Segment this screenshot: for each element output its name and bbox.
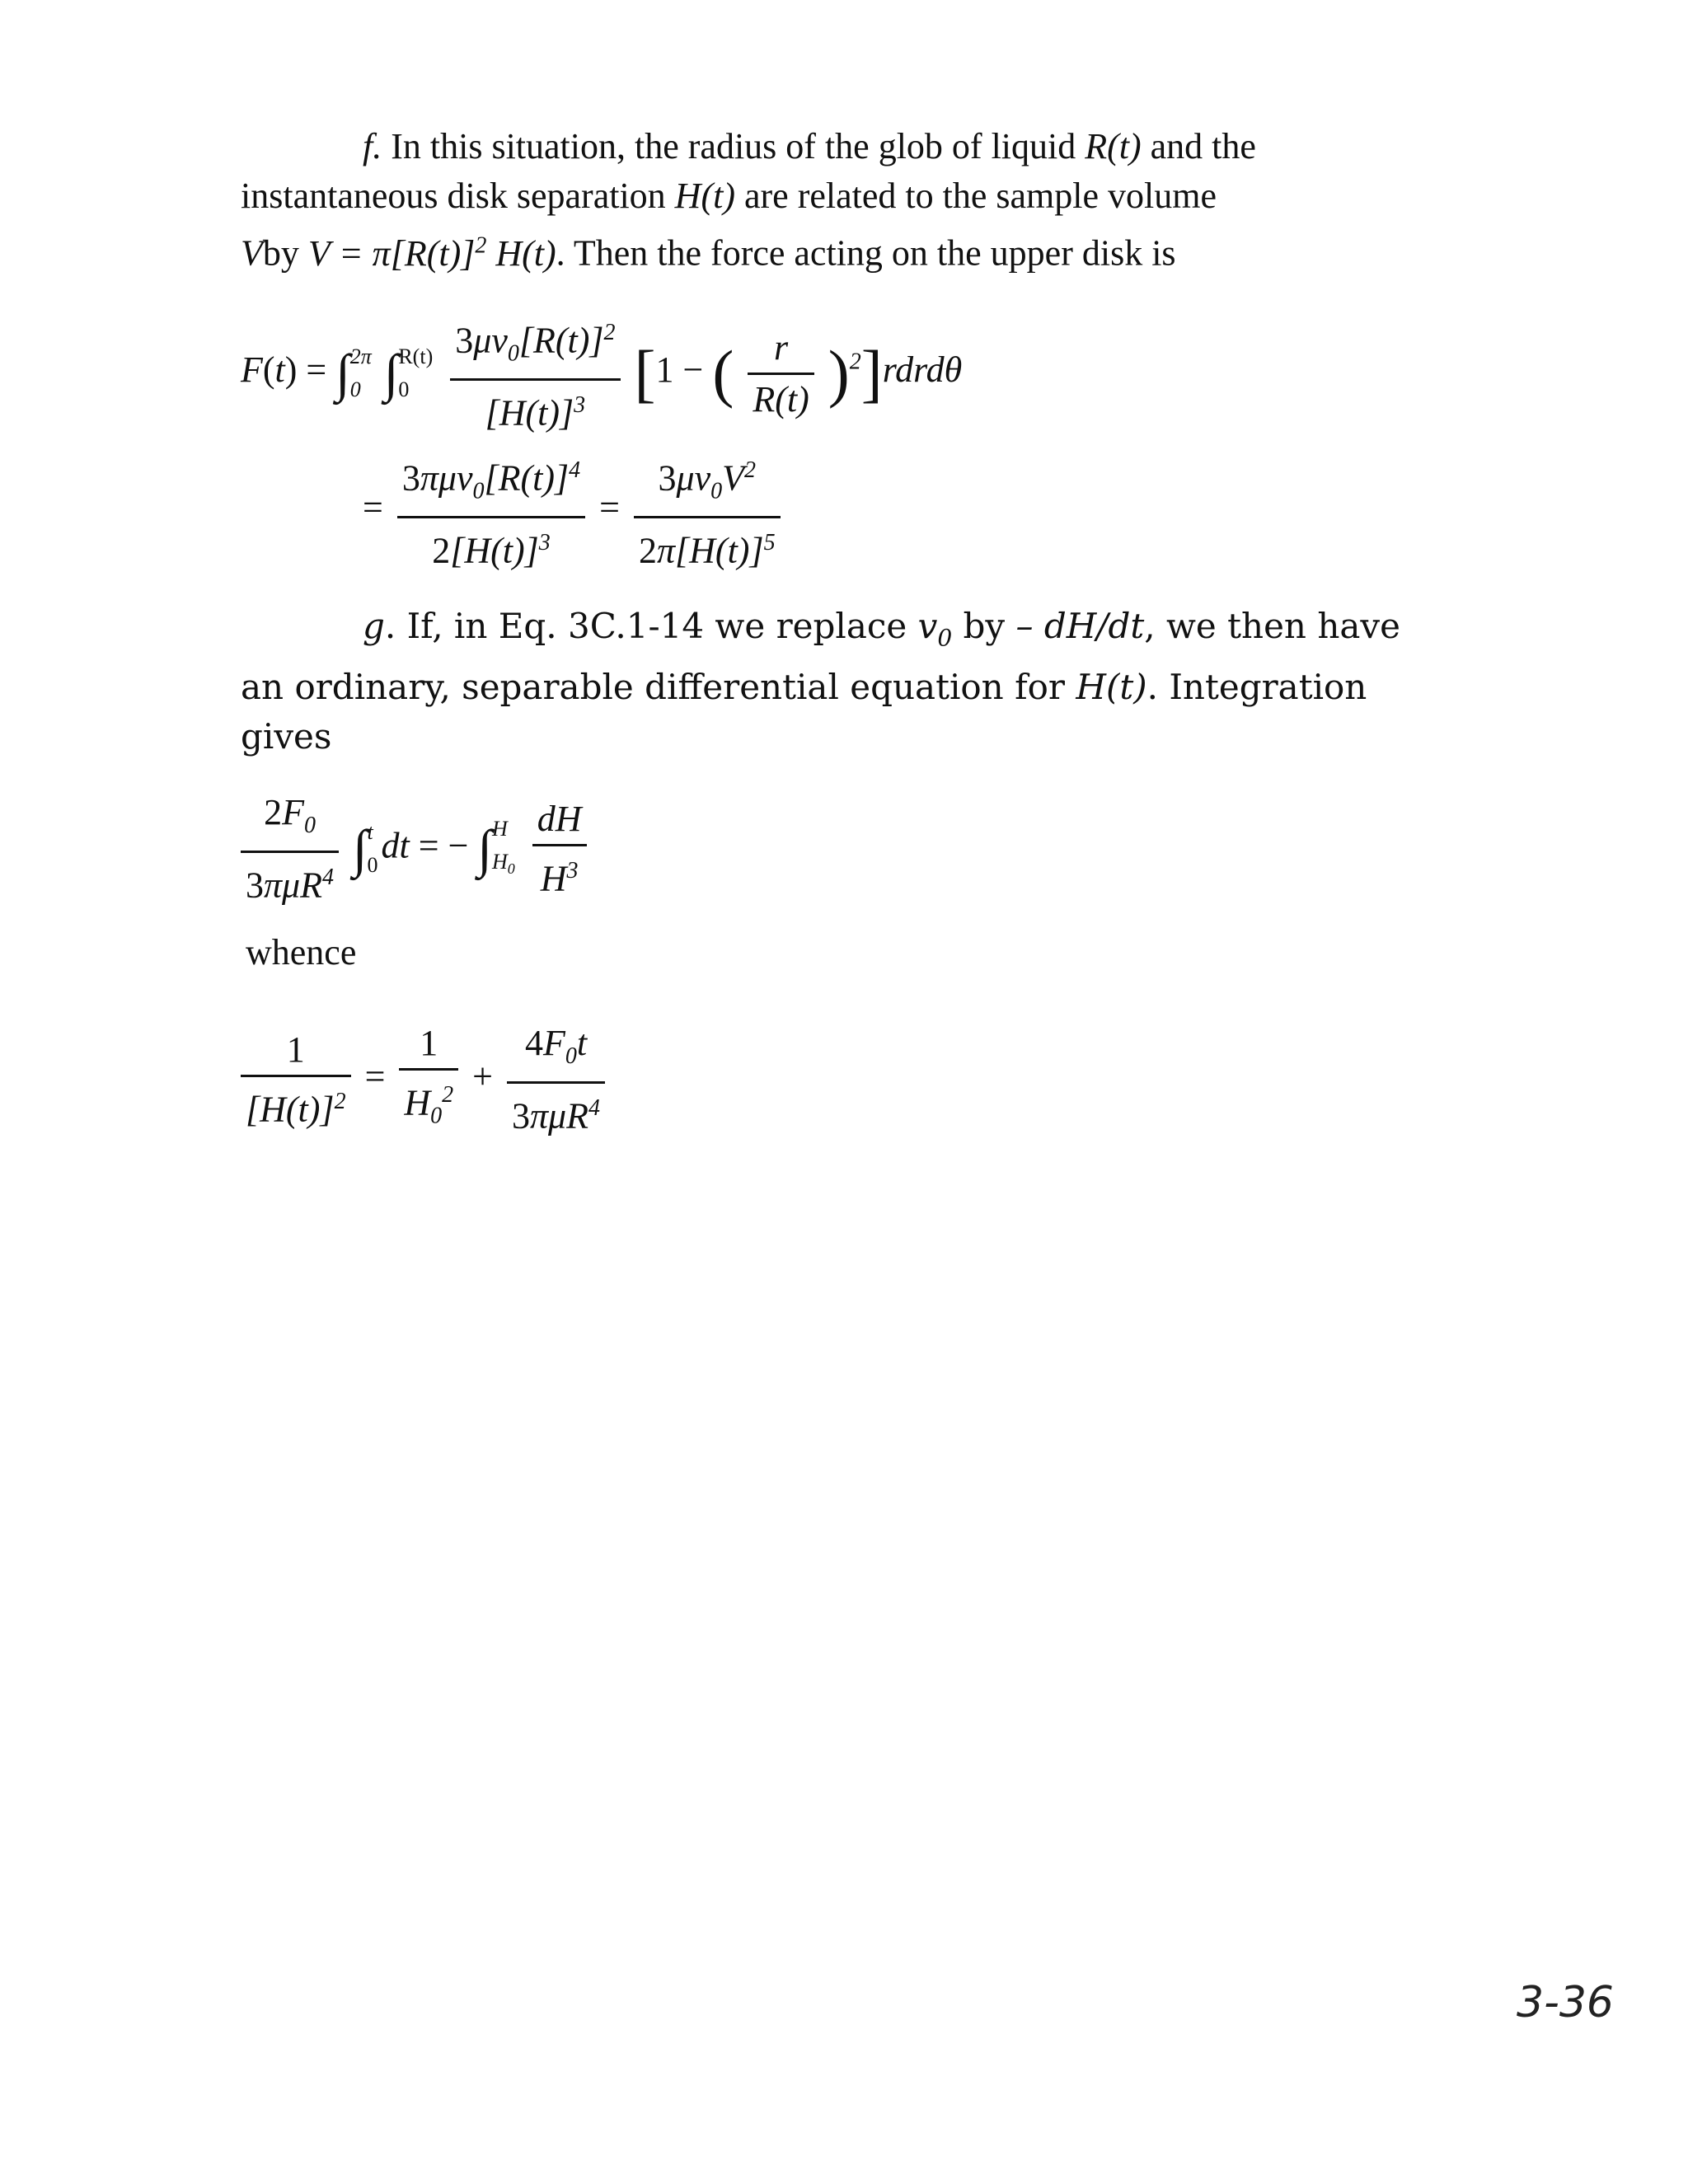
part-g-line1b: by	[952, 606, 1016, 646]
r-of-t: R(t)	[1085, 126, 1142, 166]
integration-equation: $\frac{2F_0}{3\pi\mu R^4}$ ∫ t 0 dt = − ∫ H $H_0$ $\frac{dH}{H^3}$	[236, 791, 592, 907]
part-g-paragraph	[241, 602, 1428, 762]
part-g-line2: an ordinary, separable differential equation for	[241, 667, 1076, 708]
h-of-t: H(t)	[674, 176, 735, 216]
part-f-line3c: . Then the force acting on the upper disk is	[556, 232, 1176, 274]
dh-dt: – dH/dt	[1015, 606, 1145, 646]
part-f-line1: In this situation, the radius of the glob of liquid	[382, 126, 1085, 166]
part-g-label: g	[363, 606, 385, 646]
force-equation-line2: = $\frac{3\pi\mu v_0[R(t)]^4}{2[H(t)]^3}$ = $\frac{3\mu v_0V^2}{2\pi[H(t)]^5}$	[363, 449, 785, 573]
part-g-line2b: . Integration	[1146, 667, 1367, 708]
part-f-paragraph	[241, 122, 1428, 279]
part-f-line3b: by	[262, 232, 308, 274]
page-number: 3-36	[1517, 1978, 1615, 2027]
part-f-line1b: and the	[1141, 126, 1256, 166]
part-g-line3: gives	[241, 716, 332, 757]
part-f-line2: instantaneous disk separation	[241, 176, 675, 216]
part-g-line1: . If, in Eq. 3C.1-14 we replace	[384, 606, 918, 646]
part-f-line2b: are related to the sample volume	[734, 176, 1217, 216]
force-integrand-fraction: $\frac{3\mu v_0[R(t)]^2}{[H(t)]^3}$	[450, 312, 620, 435]
part-g-line1c: , we then have	[1144, 606, 1400, 646]
force-equation-line1: F(t) = ∫ 2π 0 ∫ R(t) 0 $\frac{3\mu v_0[R(t)]^2}{[H(t)]^3}$ [1 − ( $\frac{r}{R(t)}$ )$^2$]rdrdθ	[241, 312, 962, 435]
part-f-label: f.	[363, 126, 382, 166]
whence-text: whence	[246, 932, 357, 972]
volume-relation: $V = \pi[R(t)]^2$ H(t)	[307, 232, 556, 274]
volume-symbol: V	[241, 232, 263, 274]
h-of-t-g: H(t)	[1076, 667, 1147, 708]
result-equation: $\frac{1}{[H(t)]^2}$ = $\frac{1}{H_0^2}$ + $\frac{4F_0t}{3\pi\mu R^4}$	[236, 1022, 610, 1137]
v-zero-symbol: $v_0$	[917, 606, 953, 652]
